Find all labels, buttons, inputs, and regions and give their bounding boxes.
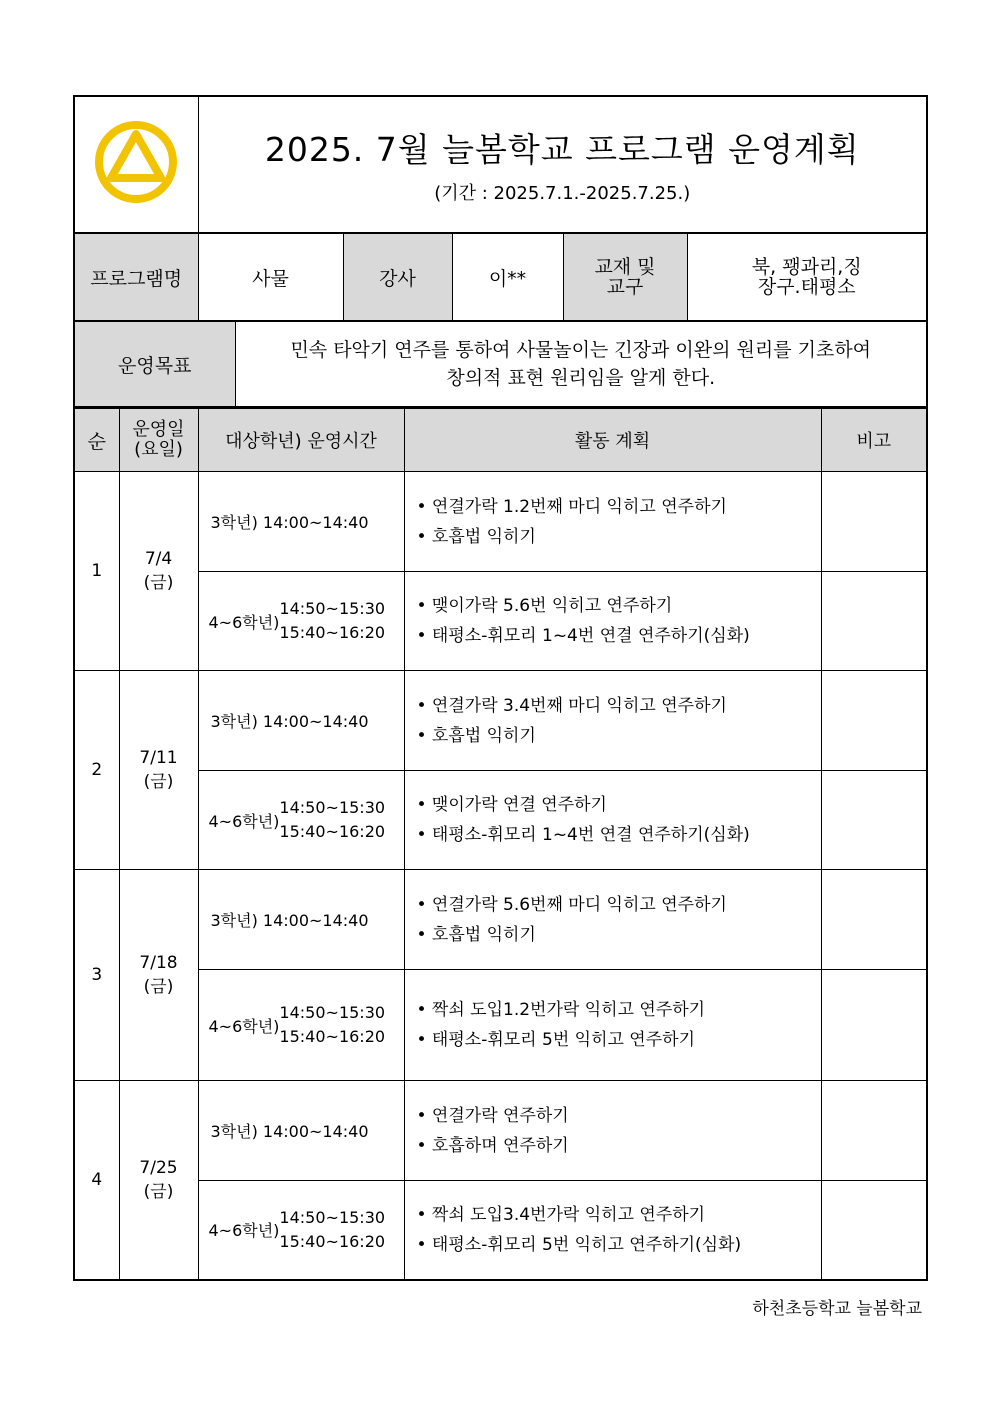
grade46-times (279, 796, 385, 844)
session-no: 3 (74, 870, 119, 1081)
activity-item: • 호흡법 익히기 (416, 924, 536, 945)
activity-item: • 짝쇠 도입1.2번가락 익히고 연주하기 (416, 1000, 706, 1020)
activity-item: • 짝쇠 도입3.4번가락 익히고 연주하기 (416, 1204, 706, 1225)
info-table (73, 232, 928, 322)
goal-text (235, 321, 927, 407)
table-row (74, 870, 927, 970)
table-row (74, 1081, 927, 1181)
activity-item: • 호흡법 익히기 (416, 526, 536, 547)
grade46-time2: 15:40~16:20 (279, 1231, 386, 1251)
session-date-text: 7/18 (139, 953, 178, 973)
header-note: 비고 (821, 408, 927, 472)
grade46-time (198, 970, 404, 1081)
goal-table (73, 320, 928, 408)
grade3-time: 3학년) 14:00~14:40 (198, 1081, 404, 1181)
period-text: (기간 : 2025.7.1.-2025.7.25.) (434, 183, 691, 204)
note-cell (821, 1081, 927, 1181)
plan-document (73, 95, 926, 1281)
grade3-time: 3학년) 14:00~14:40 (198, 870, 404, 970)
materials-label-line1: 교재 및 (594, 256, 656, 278)
grade46-time (198, 1181, 404, 1280)
materials-label-line2: 교구 (606, 276, 644, 298)
grade46-time (198, 771, 404, 870)
header-date-line1: 운영일 (132, 419, 185, 440)
grade46-time1: 14:50~15:30 (279, 599, 386, 618)
grade46-time (198, 572, 404, 671)
session-date (119, 1081, 198, 1280)
activity-item: • 맺이가락 5.6번 익히고 연주하기 (416, 596, 673, 616)
program-value: 사물 (198, 233, 343, 321)
grade3-activities (404, 671, 821, 771)
header-date-line2: (요일) (134, 439, 183, 460)
grade46-time1: 14:50~15:30 (279, 798, 386, 817)
note-cell (821, 472, 927, 572)
materials-label (563, 233, 687, 321)
session-no: 4 (74, 1081, 119, 1280)
table-row (74, 1181, 927, 1280)
activity-item: • 맺이가락 연결 연주하기 (416, 795, 607, 815)
session-no: 2 (74, 671, 119, 870)
grade46-label: 4~6학년) (208, 612, 280, 632)
note-cell (821, 671, 927, 771)
table-row (74, 472, 927, 572)
activity-item: • 태평소-휘모리 5번 익히고 연주하기 (416, 1030, 696, 1050)
activity-item: • 연결가락 5.6번째 마디 익히고 연주하기 (416, 894, 727, 915)
grade3-activities (404, 870, 821, 970)
grade46-time2: 15:40~16:20 (279, 822, 386, 841)
grade46-time1: 14:50~15:30 (279, 1003, 386, 1022)
grade46-time2: 15:40~16:20 (279, 623, 386, 642)
grade46-activities (404, 572, 821, 671)
grade46-time1: 14:50~15:30 (279, 1207, 386, 1227)
session-date (119, 870, 198, 1081)
table-row (74, 771, 927, 870)
session-date (119, 472, 198, 671)
grade46-times (279, 597, 385, 645)
goal-line1: 민속 타악기 연주를 통하여 사물놀이는 긴장과 이완의 원리를 기초하여 (290, 339, 872, 361)
table-row (74, 671, 927, 771)
grade3-activities (404, 1081, 821, 1181)
grade46-label: 4~6학년) (208, 1016, 280, 1036)
footer-school-name: 하천초등학교 늘봄학교 (752, 1299, 922, 1319)
page-title: 2025. 7월 늘봄학교 프로그램 운영계획 (264, 130, 860, 169)
header-activity: 활동 계획 (404, 408, 821, 472)
session-date-text: 7/4 (144, 549, 173, 569)
session-date (119, 671, 198, 870)
materials-value (687, 233, 927, 321)
goal-line2: 창의적 표현 원리임을 알게 한다. (446, 367, 716, 389)
activity-item: • 호흡하며 연주하기 (416, 1135, 569, 1156)
grade3-time: 3학년) 14:00~14:40 (198, 671, 404, 771)
note-cell (821, 970, 927, 1081)
goal-label: 운영목표 (74, 321, 235, 407)
note-cell (821, 572, 927, 671)
session-no: 1 (74, 472, 119, 671)
teacher-value: 이** (452, 233, 563, 321)
grade3-time: 3학년) 14:00~14:40 (198, 472, 404, 572)
note-cell (821, 771, 927, 870)
teacher-label: 강사 (343, 233, 452, 321)
header-target-time: 대상학년) 운영시간 (198, 408, 404, 472)
header-no: 순 (74, 408, 119, 472)
session-day-text: (금) (143, 772, 174, 792)
grade46-activities (404, 1181, 821, 1280)
session-date-text: 7/11 (139, 748, 178, 768)
grade46-label: 4~6학년) (208, 811, 280, 831)
program-label: 프로그램명 (74, 233, 198, 321)
activity-item: • 연결가락 1.2번째 마디 익히고 연주하기 (416, 496, 727, 517)
table-header-row (74, 408, 927, 472)
activity-item: • 연결가락 연주하기 (416, 1105, 569, 1126)
grade46-activities (404, 970, 821, 1081)
grade46-times (279, 1206, 385, 1254)
session-day-text: (금) (143, 573, 174, 593)
header-date (119, 408, 198, 472)
note-cell (821, 870, 927, 970)
activity-item: • 호흡법 익히기 (416, 725, 536, 746)
grade46-time2: 15:40~16:20 (279, 1027, 386, 1046)
header-table (73, 95, 928, 234)
grade46-activities (404, 771, 821, 870)
grade46-times (279, 1001, 385, 1049)
schedule-table (73, 406, 928, 1281)
materials-value-line1: 북, 꽹과리,징 (751, 256, 862, 278)
logo-cell (74, 96, 198, 233)
activity-item: • 연결가락 3.4번째 마디 익히고 연주하기 (416, 695, 727, 716)
activity-item: • 태평소-휘모리 5번 익히고 연주하기(심화) (416, 1234, 742, 1255)
note-cell (821, 1181, 927, 1280)
school-logo-icon (94, 120, 178, 204)
activity-item: • 태평소-휘모리 1~4번 연결 연주하기(심화) (416, 626, 750, 646)
activity-item: • 태평소-휘모리 1~4번 연결 연주하기(심화) (416, 825, 750, 845)
session-day-text: (금) (143, 1181, 174, 1202)
session-date-text: 7/25 (139, 1157, 178, 1178)
session-day-text: (금) (143, 977, 174, 997)
grade3-activities (404, 472, 821, 572)
table-row (74, 572, 927, 671)
title-cell (198, 96, 927, 233)
table-row (74, 970, 927, 1081)
grade46-label: 4~6학년) (208, 1221, 280, 1241)
materials-value-line2: 장구.태평소 (757, 276, 856, 298)
